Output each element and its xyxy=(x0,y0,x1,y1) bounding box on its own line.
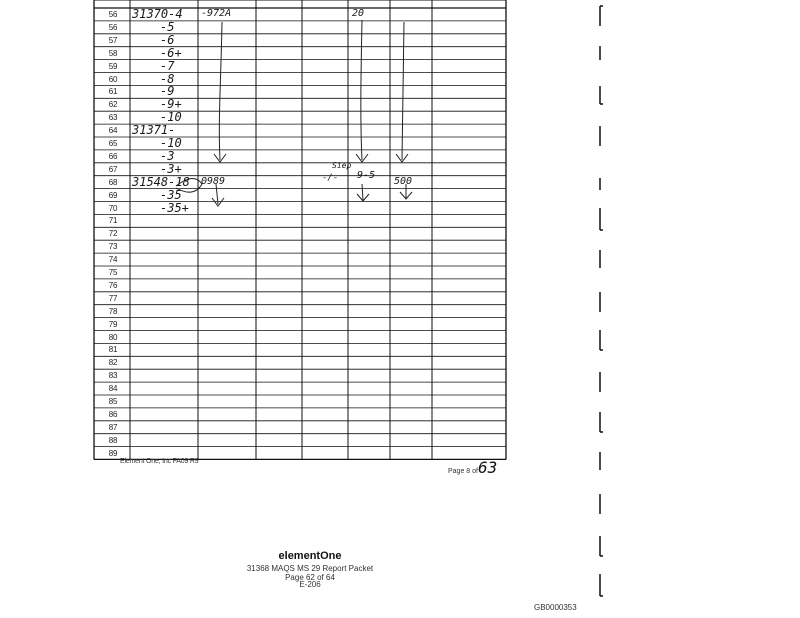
scribble-annotation: Siep xyxy=(332,161,352,170)
handwritten-cell-a: -3 xyxy=(160,148,175,163)
bates-number: GB0000353 xyxy=(534,603,577,612)
row-number: 83 xyxy=(108,371,118,381)
row-number: 61 xyxy=(108,87,118,97)
row-number: 56 xyxy=(108,22,118,32)
form-id-footer: Element One, Inc FA09 R9 xyxy=(120,458,199,465)
row-number: 78 xyxy=(108,306,118,316)
row-number: 66 xyxy=(108,151,118,161)
row-number: 60 xyxy=(108,74,118,84)
margin-scan-marks xyxy=(594,0,614,618)
handwritten-cell-a: -8 xyxy=(160,71,175,86)
row-number: 86 xyxy=(108,409,118,419)
handwritten-cell-a: -5 xyxy=(160,19,175,34)
brand-logo-text: elementOne xyxy=(278,550,342,562)
page-prefix: Page 8 of xyxy=(448,468,478,475)
handwritten-cell-a: -10 xyxy=(160,136,182,150)
ditto-arrow-icon xyxy=(214,22,226,162)
row-number: 84 xyxy=(108,384,118,394)
row-number: 58 xyxy=(108,48,118,58)
handwritten-cell-a: -9 xyxy=(160,84,175,99)
row-number: 57 xyxy=(108,35,118,45)
handwritten-cell-a: -10 xyxy=(160,110,182,125)
row-number: 88 xyxy=(108,435,118,445)
row-number: 64 xyxy=(108,126,118,136)
row-number: 63 xyxy=(108,113,118,123)
handwritten-cell-a: -7 xyxy=(160,58,175,73)
handwritten-cell-a: -3+ xyxy=(160,161,182,176)
row-number: 81 xyxy=(108,345,118,355)
row-number: 70 xyxy=(108,203,118,213)
handwritten-cell-b: 0989 xyxy=(201,175,226,187)
report-packet-line: 31368 MAQS MS 29 Report Packet xyxy=(246,564,374,573)
packet-page-line: Page 62 of 64 xyxy=(285,573,335,582)
row-number: 62 xyxy=(108,100,118,110)
row-number: 87 xyxy=(108,422,118,432)
handwritten-cell-a: 31370-4 xyxy=(132,7,183,21)
row-number: 82 xyxy=(108,358,118,368)
row-number: 68 xyxy=(108,177,118,187)
handwritten-cell-f: 500 xyxy=(394,175,413,187)
handwritten-cell-a: 31371- xyxy=(132,123,176,138)
row68-dash-annotation: -/- xyxy=(322,173,339,183)
row-number: 69 xyxy=(108,190,118,200)
row-number: 74 xyxy=(108,255,118,265)
row68-col-e-annotation: 9-5 xyxy=(357,170,376,181)
row-number: 72 xyxy=(108,229,118,239)
ditto-arrow-icon xyxy=(357,184,369,201)
row-number: 89 xyxy=(108,448,118,458)
row-number: 56 xyxy=(108,10,118,19)
page-count-footer xyxy=(448,458,497,477)
handwritten-cell-a: -6 xyxy=(160,32,175,47)
handwritten-cell-b: -972A xyxy=(201,8,232,19)
packet-code-line: E-206 xyxy=(299,580,321,589)
handwritten-cell-a: -35 xyxy=(160,187,182,202)
handwritten-cell-a: -35+ xyxy=(160,200,189,215)
handwritten-cell-e: 20 xyxy=(352,8,365,19)
handwritten-cell-a: -9+ xyxy=(160,97,182,112)
row-number: 71 xyxy=(108,216,118,226)
row-number: 73 xyxy=(108,242,118,252)
row-number: 80 xyxy=(108,332,118,342)
page-total: 63 xyxy=(477,458,498,477)
row-number: 77 xyxy=(108,293,118,303)
row-number: 79 xyxy=(108,319,118,329)
ditto-arrow-icon xyxy=(356,20,368,162)
ditto-arrow-icon xyxy=(396,22,408,162)
row-number: 76 xyxy=(108,280,118,290)
row-number: 67 xyxy=(108,164,118,174)
handwritten-cell-a: 31548-18 xyxy=(132,174,190,189)
handwritten-cell-a: -6+ xyxy=(160,45,182,60)
row-number: 85 xyxy=(108,397,118,406)
row-number: 59 xyxy=(108,61,118,71)
row-number: 75 xyxy=(108,268,118,277)
row-number: 65 xyxy=(108,139,118,148)
